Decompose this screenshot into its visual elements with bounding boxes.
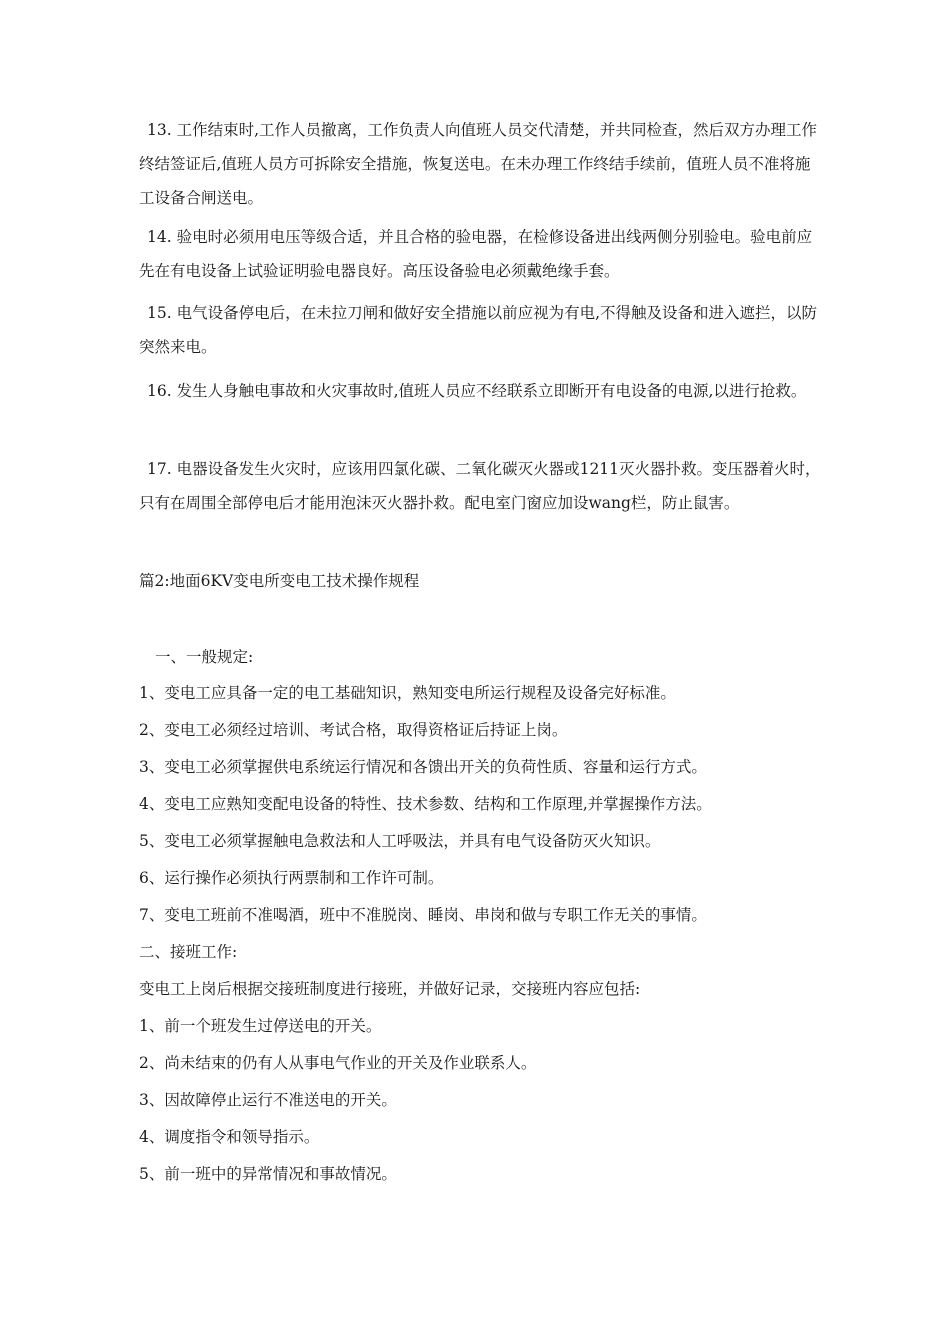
section2-item-3: 3、因故障停止运行不准送电的开关。	[139, 1091, 397, 1109]
section1-item-5: 5、变电工必须掌握触电急救法和人工呼吸法，并具有电气设备防灭火知识。	[139, 832, 661, 850]
paragraph-item-14: 14. 验电时必须用电压等级合适，并且合格的验电器，在检修设备进出线两侧分别验电。验电前应先在有电设备上试验证明验电器良好。高压设备验电必须戴绝缘手套。	[139, 228, 813, 280]
section2-item-1: 1、前一个班发生过停送电的开关。	[139, 1017, 382, 1035]
section1-item-3: 3、变电工必须掌握供电系统运行情况和各馈出开关的负荷性质、容量和运行方式。	[139, 758, 707, 776]
section2-item-4: 4、调度指令和领导指示。	[139, 1128, 320, 1146]
section2-intro: 变电工上岗后根据交接班制度进行接班，并做好记录，交接班内容应包括:	[139, 980, 641, 998]
section1-item-7: 7、变电工班前不准喝酒，班中不准脱岗、睡岗、串岗和做与专职工作无关的事情。	[139, 906, 707, 924]
section2-heading: 二、接班工作:	[139, 943, 238, 961]
part2-title: 篇2:地面6KV变电所变电工技术操作规程	[139, 572, 420, 590]
paragraph-item-16: 16. 发生人身触电事故和火灾事故时,值班人员应不经联系立即断开有电设备的电源,以进行抢救。	[147, 382, 807, 400]
paragraph-item-15: 15. 电气设备停电后，在未拉刀闸和做好安全措施以前应视为有电,不得触及设备和进入遮拦，以防突然来电。	[139, 304, 818, 356]
section1-heading: 一、一般规定:	[155, 648, 254, 666]
paragraph-item-17: 17. 电器设备发生火灾时，应该用四氯化碳、二氧化碳灭火器或1211灭火器扑救。变压器着火时，只有在周围全部停电后才能用泡沫灭火器扑救。配电室门窗应加设wang栏，防止鼠害。	[139, 460, 821, 512]
section1-item-6: 6、运行操作必须执行两票制和工作许可制。	[139, 869, 444, 887]
section2-item-5: 5、前一班中的异常情况和事故情况。	[139, 1165, 397, 1183]
section1-item-2: 2、变电工必须经过培训、考试合格，取得资格证后持证上岗。	[139, 721, 568, 739]
section1-item-1: 1、变电工应具备一定的电工基础知识，熟知变电所运行规程及设备完好标准。	[139, 684, 676, 702]
section2-item-2: 2、尚未结束的仍有人从事电气作业的开关及作业联系人。	[139, 1054, 537, 1072]
paragraph-item-13: 13. 工作结束时,工作人员撤离，工作负责人向值班人员交代清楚，并共同检查，然后双方办理工作终结签证后,值班人员方可拆除安全措施，恢复送电。在未办理工作终结手续前，值班人员不准将施工设备合闸送电。	[139, 121, 818, 207]
section1-item-4: 4、变电工应熟知变配电设备的特性、技术参数、结构和工作原理,并掌握操作方法。	[139, 795, 712, 813]
